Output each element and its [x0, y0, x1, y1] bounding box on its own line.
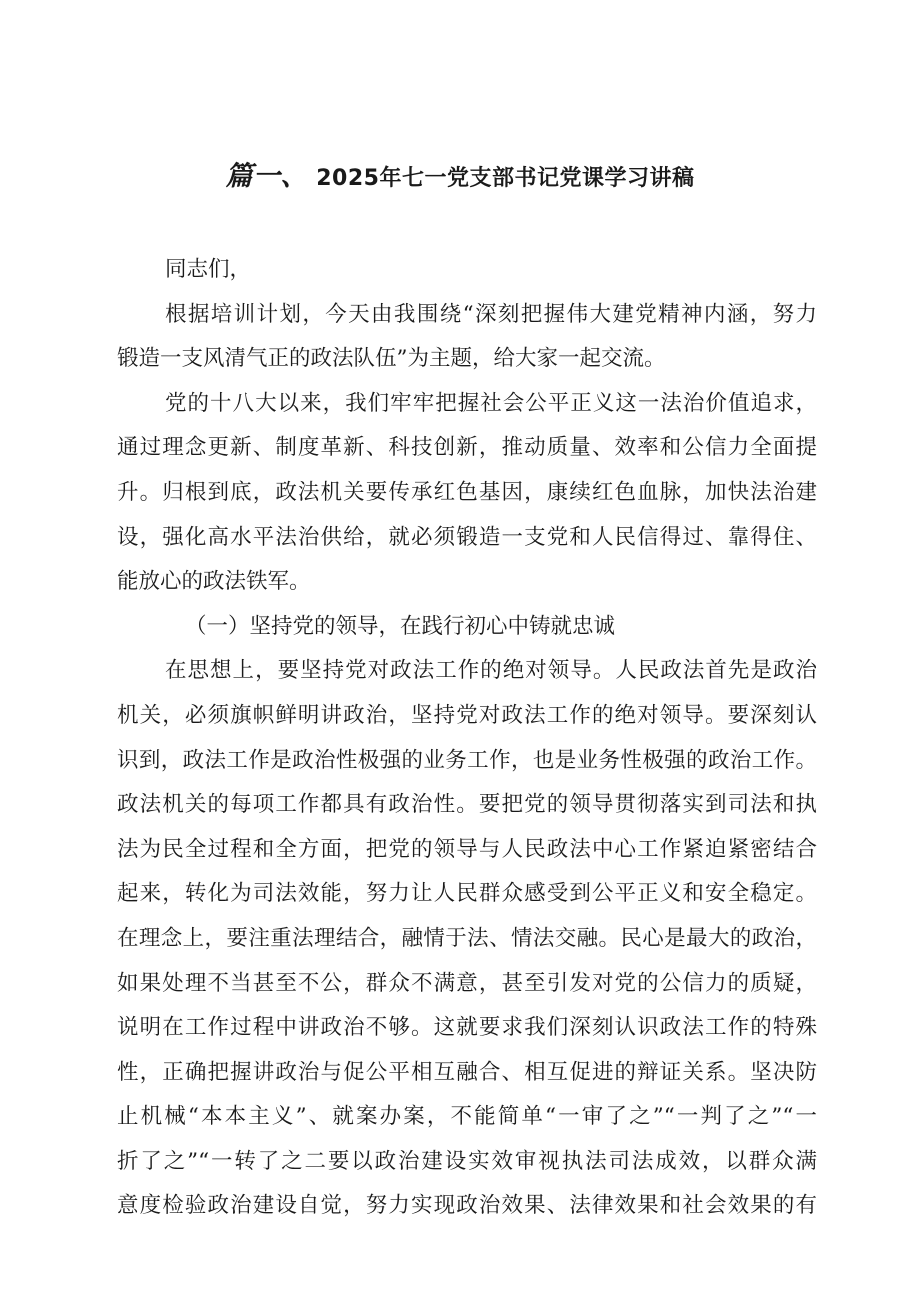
paragraph-line: 如果处理不当甚至不公，群众不满意，甚至引发对党的公信力的质疑， [117, 970, 817, 996]
greeting-line: 同志们， [165, 257, 252, 282]
paragraph-line: 机关，必须旗帜鲜明讲政治，坚持党对政法工作的绝对领导。要深刻认 [117, 702, 817, 728]
title-text: 2025年七一党支部书记党课学习讲稿 [316, 166, 695, 191]
paragraph-line: 设，强化高水平法治供给，就必须锻造一支党和人民信得过、靠得住、 [117, 524, 817, 550]
paragraph-line: 党的十八大以来，我们牢牢把握社会公平正义这一法治价值追求， [165, 390, 817, 416]
paragraph-line: 意度检验政治建设自觉，努力实现政治效果、法律效果和社会效果的有 [117, 1193, 817, 1219]
paragraph-line: 法为民全过程和全方面，把党的领导与人民政法中心工作紧迫紧密结合 [117, 836, 817, 862]
paragraph-line: 折了之”“一转了之二要以政治建设实效审视执法司法成效，以群众满 [117, 1148, 817, 1174]
document-title [0, 154, 920, 193]
paragraph-line: 在理念上，要注重法理结合，融情于法、情法交融。民心是最大的政治， [117, 925, 817, 951]
section-heading: （一）坚持党的领导，在践行初心中铸就忠诚 [185, 613, 616, 639]
paragraph-line: 升。归根到底，政法机关要传承红色基因，康续红色血脉，加快法治建 [117, 479, 817, 505]
paragraph-line: 起来，转化为司法效能，努力让人民群众感受到公平正义和安全稳定。 [117, 881, 817, 907]
paragraph-line: 止机械“本本主义”、就案办案，不能简单“一审了之”“一判了之”“一 [117, 1104, 817, 1130]
paragraph-line: 通过理念更新、制度革新、科技创新，推动质量、效率和公信力全面提 [117, 435, 817, 461]
paragraph-line: 在思想上，要坚持党对政法工作的绝对领导。人民政法首先是政治 [165, 658, 817, 684]
paragraph-line: 政法机关的每项工作都具有政治性。要把党的领导贯彻落实到司法和执 [117, 792, 817, 818]
paragraph-line: 锻造一支风清气正的政法队伍”为主题，给大家一起交流。 [117, 346, 666, 372]
paragraph-line: 性，正确把握讲政治与促公平相互融合、相互促进的辩证关系。坚决防 [117, 1059, 817, 1085]
paragraph-line: 能放心的政法铁军。 [117, 569, 311, 595]
document-body [117, 248, 817, 1229]
paragraph-line: 识到，政法工作是政治性极强的业务工作，也是业务性极强的政治工作。 [117, 747, 817, 773]
paragraph-line: 根据培训计划，今天由我围绕“深刻把握伟大建党精神内涵，努力 [165, 301, 817, 327]
title-prefix: 篇一、 [225, 161, 309, 192]
paragraph-line: 说明在工作过程中讲政治不够。这就要求我们深刻认识政法工作的特殊 [117, 1015, 817, 1041]
